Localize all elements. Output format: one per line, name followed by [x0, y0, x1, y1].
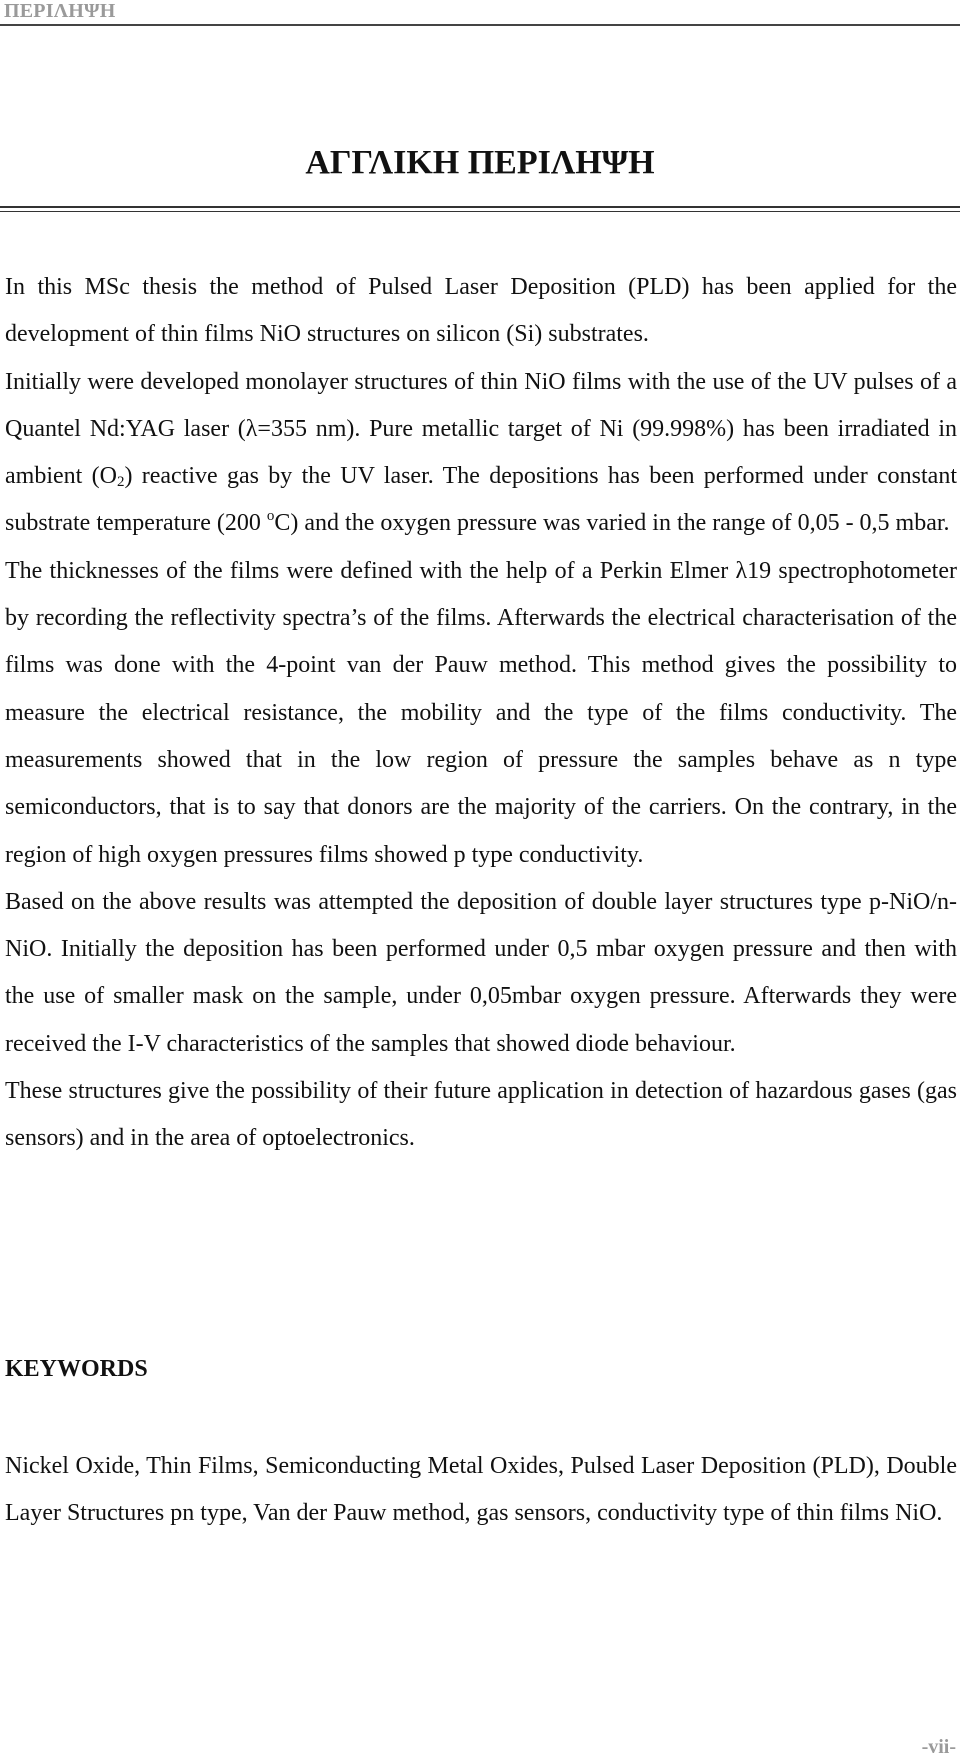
abstract-paragraph-3: The thicknesses of the films were defined with the help of a Perkin Elmer λ19 spectrophotometer by recording the reflectivity spectra’s of the films. Afterwards the electrical characterisation of the films was done with the 4-point van der Pauw method. This method gives the possibility to measure the electrical resistance, the mobility and the type of the films conductivity. The measurements showed that in the low region of pressure the samples behave as n type semiconductors, that is to say that donors are the majority of the carriers. On the contrary, in the region of high oxygen pressures films showed p type conductivity. — [5, 557, 957, 868]
running-header: ΠΕΡΙΛΗΨΗ — [4, 0, 116, 22]
page-number: -vii- — [921, 1736, 956, 1758]
title-rule-bottom — [0, 211, 960, 212]
abstract-paragraph-4: Based on the above results was attempted the deposition of double layer structures type p-NiO/n-NiO. Initially the deposition has been performed under 0,5 mbar oxygen pressure and then with the use of smaller mask on the sample, under 0,05mbar oxygen pressure. Afterwards they were received the I-V characteristics of the samples that showed diode behaviour. — [5, 888, 957, 1057]
header-rule — [0, 24, 960, 26]
keywords-heading: KEYWORDS — [5, 1356, 148, 1382]
oxygen-subscript: 2 — [116, 474, 125, 491]
abstract-paragraph-2-part-2: ) reactive gas by the UV laser. The depositions has been performed under constant substrate temperature (200 — [5, 463, 957, 537]
abstract-paragraph-2-part-3: C) and the oxygen pressure was varied in the range of 0,05 - 0,5 mbar. — [274, 510, 950, 537]
abstract-paragraph-1: In this MSc thesis the method of Pulsed Laser Deposition (PLD) has been applied for the development of thin films NiO structures on silicon (Si) substrates. — [5, 274, 957, 348]
abstract-paragraph-5: These structures give the possibility of their future application in detection of hazardous gases (gas sensors) and in the area of optoelectronics. — [5, 1078, 957, 1152]
abstract-paragraph-2 — [5, 359, 957, 548]
abstract-body — [5, 264, 957, 1163]
page-title: ΑΓΓΛΙΚΗ ΠΕΡΙΛΗΨΗ — [305, 144, 655, 181]
degree-superscript: o — [266, 508, 275, 525]
abstract-paragraph-2-part-1: Initially were developed monolayer structures of thin NiO films with the use of the UV pulses of a Quantel Nd:YAG laser (λ=355 nm). Pure metallic target of Ni (99.998%) has been irradiated in ambient (O — [5, 368, 957, 490]
title-rule-top — [0, 206, 960, 208]
keywords-text: Nickel Oxide, Thin Films, Semiconducting Metal Oxides, Pulsed Laser Deposition (PLD), Double Layer Structures pn type, Van der Pauw method, gas sensors, conductivity type of thin films NiO. — [5, 1453, 957, 1527]
